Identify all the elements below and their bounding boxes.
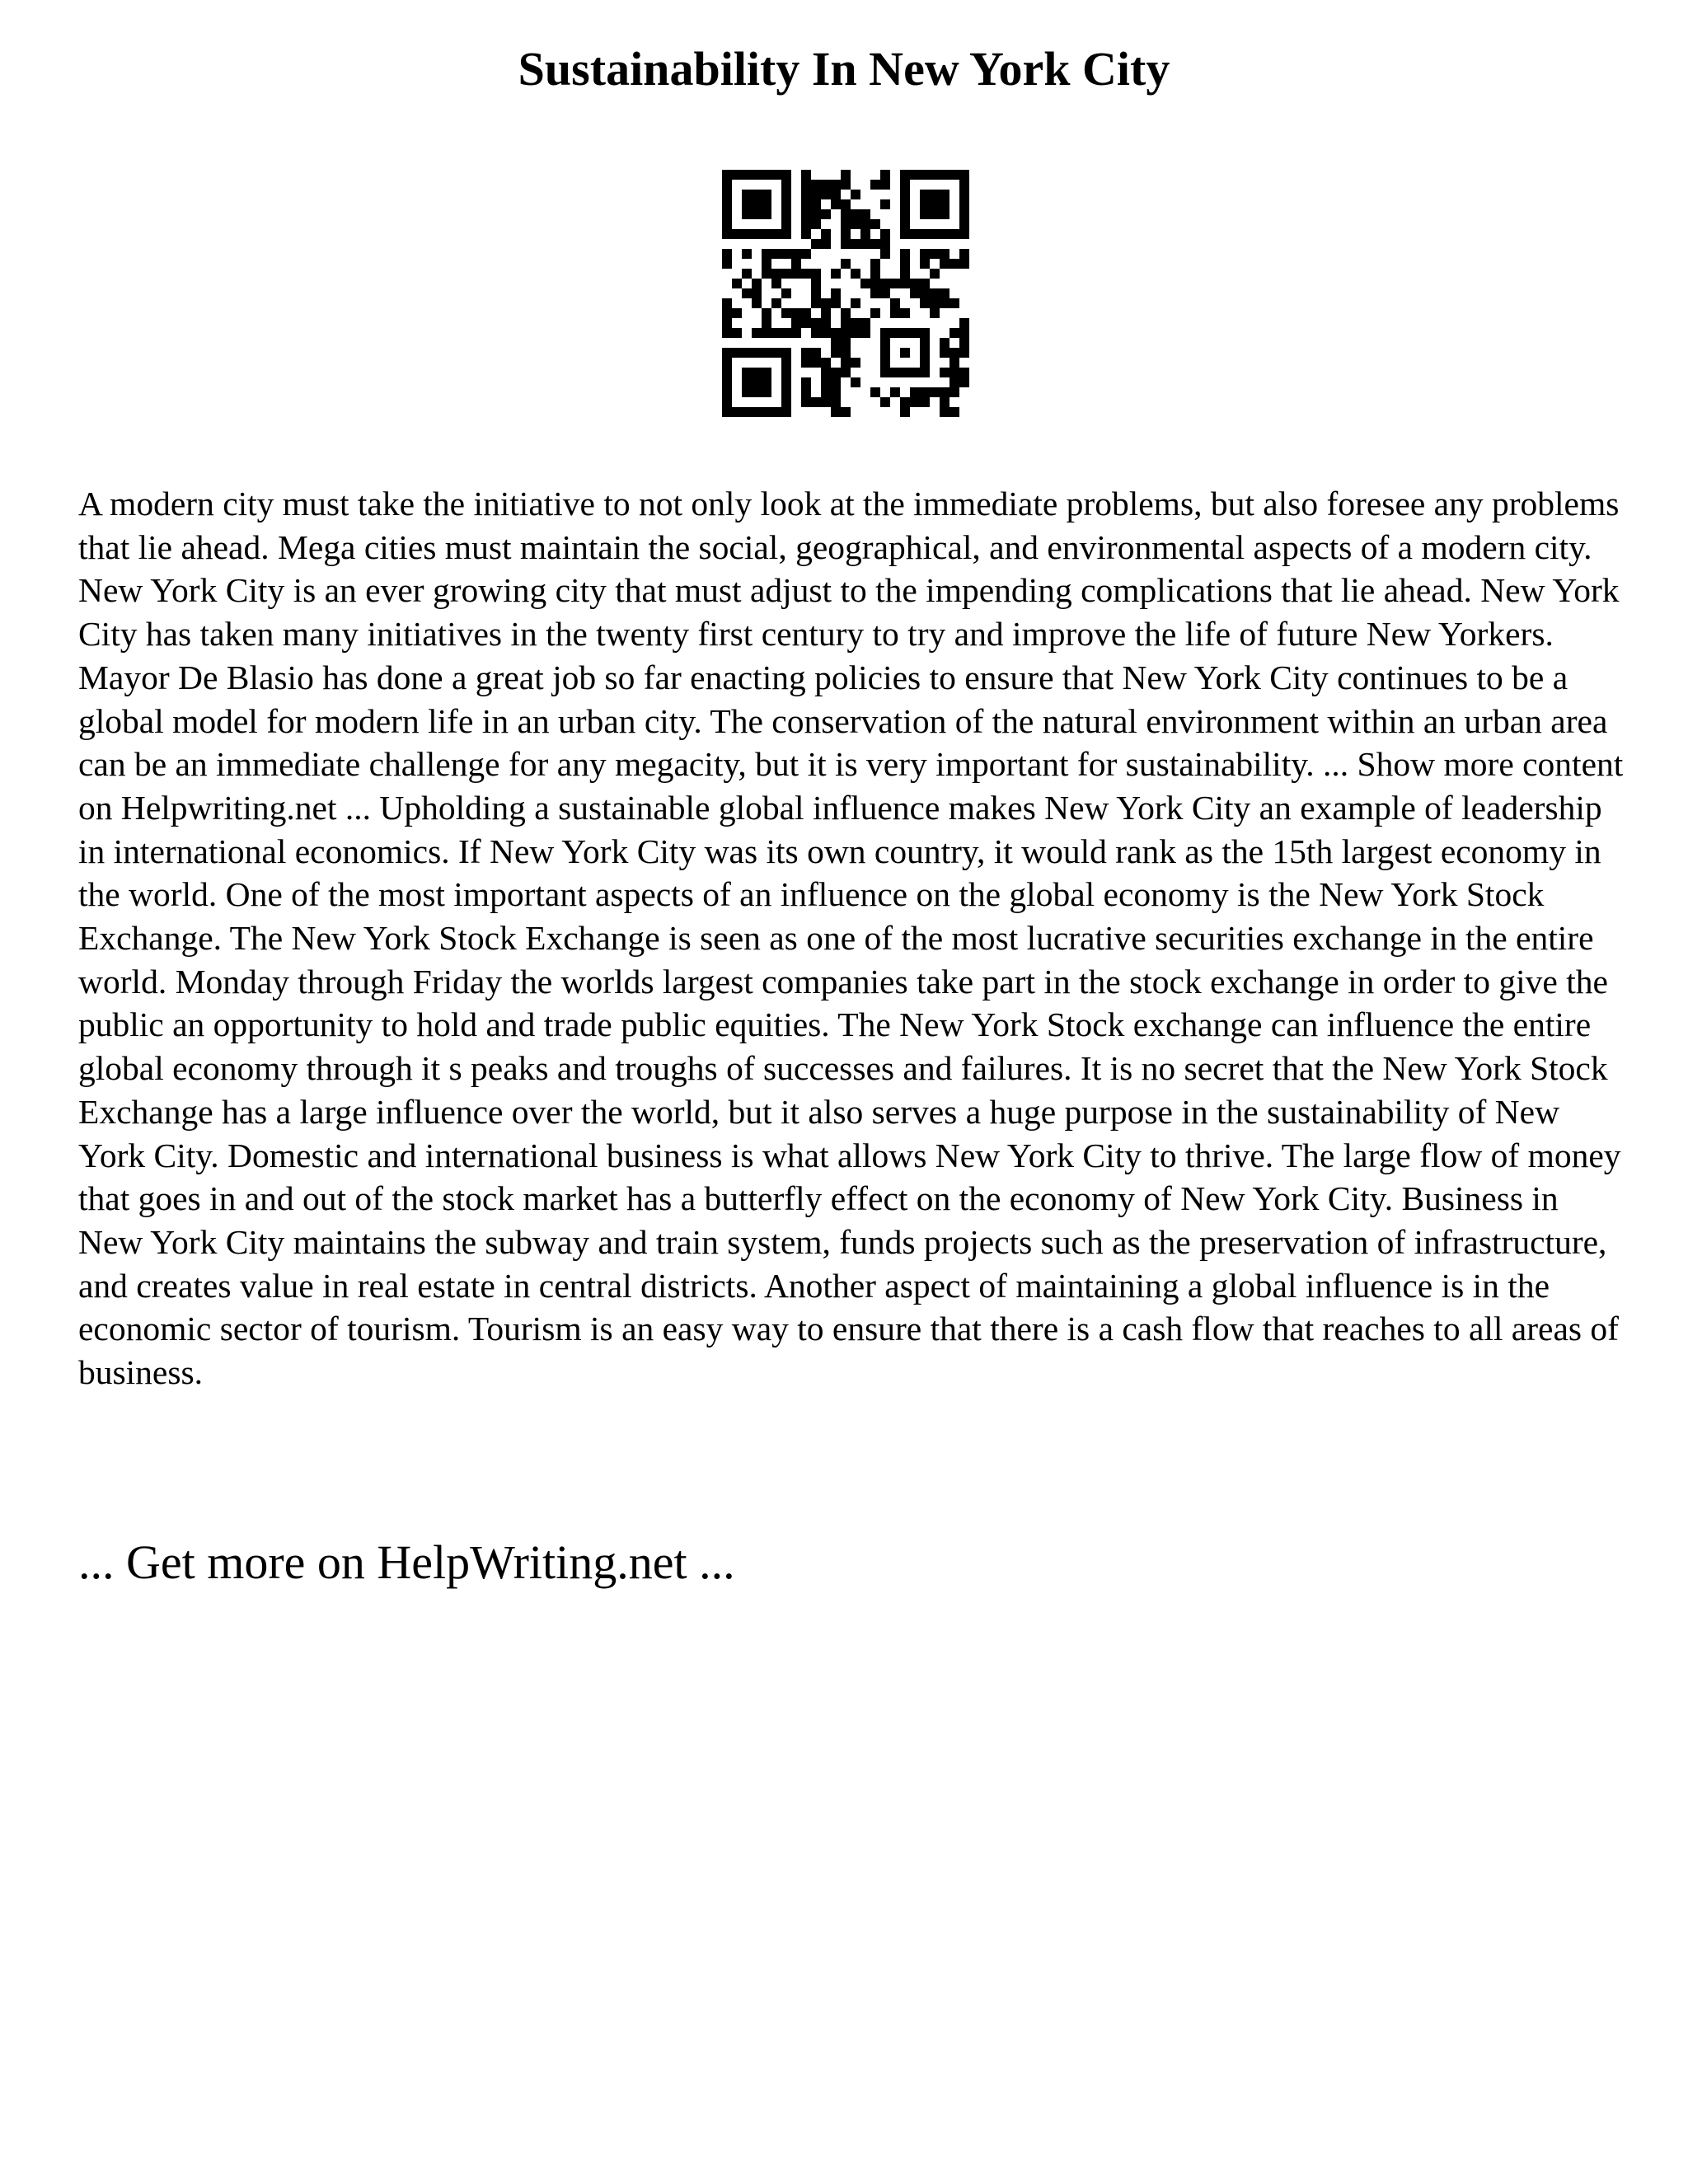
page-title: Sustainability In New York City <box>518 42 1170 96</box>
qr-code-icon[interactable] <box>722 170 969 417</box>
body-paragraph: A modern city must take the initiative to not only look at the immediate problems, but also foresee any problems that lie ahead. Mega cities must maintain the social, geographical, and environmental aspects of a modern city. New York City is an ever growing city that must adjust to the impending complications that lie ahead. New York City has taken many initiatives in the twenty first century to try and improve the life of future New Yorkers. Mayor De Blasio has done a great job so far enacting policies to ensure that New York City continues to be a global model for modern life in an urban city. The conservation of the natural environment within an urban area can be an immediate challenge for any megacity, but it is very important for sustainability. ... Show more content on Helpwriting.net ... Upholding a sustainable global influence makes New York City an example of leadership in international economics. If New York City was its own country, it would rank as the 15th largest economy in the world. One of the most important aspects of an influence on the global economy is the New York Stock Exchange. The New York Stock Exchange is seen as one of the most lucrative securities exchange in the entire world. Monday through Friday the worlds largest companies take part in the stock exchange in order to give the public an opportunity to hold and trade public equities. The New York Stock exchange can influence the entire global economy through it s peaks and troughs of successes and failures. It is no secret that the New York Stock Exchange has a large influence over the world, but it also serves a huge purpose in the sustainability of New York City. Domestic and international business is what allows New York City to thrive. The large flow of money that goes in and out of the stock market has a butterfly effect on the economy of New York City. Business in New York City maintains the subway and train system, funds projects such as the preservation of infrastructure, and creates value in real estate in central districts. Another aspect of maintaining a global influence is in the economic sector of tourism. Tourism is an easy way to ensure that there is a cash flow that reaches to all areas of business. <box>78 485 1624 1392</box>
get-more-link[interactable]: ... Get more on HelpWriting.net ... <box>78 1535 735 1589</box>
